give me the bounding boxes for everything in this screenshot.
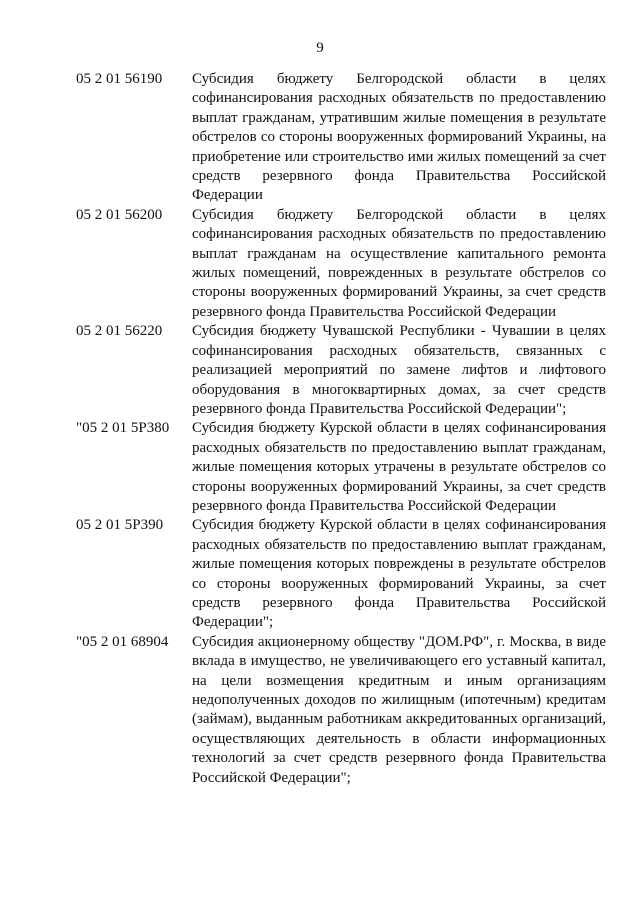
budget-classification-code: "05 2 01 5Р380 xyxy=(76,420,170,437)
list-item xyxy=(76,322,606,419)
subsidy-description: Субсидия бюджету Белгородской области в целях софинансирования расходных обязательств по предоставлению выплат гражданам, утратившим жилые помещения в результате обстрелов со стороны вооруженных формирований Украины, на приобретение или строительство ими жилых помещений за счет средств резервного фонда Правительства Российской Федерации xyxy=(192,71,606,204)
budget-classification-code: "05 2 01 68904 xyxy=(76,633,169,650)
budget-classification-code: 05 2 01 56200 xyxy=(76,206,163,223)
list-item xyxy=(76,419,606,516)
budget-code-list xyxy=(76,70,606,788)
list-item xyxy=(76,633,606,788)
list-item xyxy=(76,516,606,632)
budget-classification-code: 05 2 01 56190 xyxy=(76,71,163,87)
budget-classification-code: 05 2 01 56220 xyxy=(76,323,163,340)
subsidy-description: Субсидия бюджету Чувашской Республики - Чувашии в целях софинансирования расходных обязательств, связанных с реализацией мероприятий по замене лифтов и лифтового оборудования в многоквартирных домах, за счет средств резервного фонда Правительства Российской Федерации"; xyxy=(192,323,606,417)
budget-classification-code: 05 2 01 5Р390 xyxy=(76,517,164,534)
list-item xyxy=(76,206,606,322)
subsidy-description: Субсидия бюджету Курской области в целях софинансирования расходных обязательств по предоставлению выплат гражданам, жилые помещения которых повреждены в результате обстрелов со стороны вооруженных формирований Украины, за счет средств резервного фонда Правительства Российской Федерации"; xyxy=(192,517,606,631)
subsidy-description: Субсидия бюджету Курской области в целях софинансирования расходных обязательств по предоставлению выплат гражданам, жилые помещения которых утрачены в результате обстрелов со стороны вооруженных формирований Украины, за счет средств резервного фонда Правительства Российской Федерации xyxy=(192,420,606,514)
list-item xyxy=(76,70,606,206)
page-number: 9 xyxy=(316,40,324,56)
subsidy-description: Субсидия акционерному обществу "ДОМ.РФ", г. Москва, в виде вклада в имущество, не увеличивающего его уставный капитал, на цели возмещения кредитным и иным организациям недополученных доходов по жилищным (ипотечным) кредитам (займам), выданным работникам аккредитованных организаций, осуществляющих деятельность в области информационных технологий за счет средств резервного фонда Правительства Российской Федерации"; xyxy=(192,633,606,786)
subsidy-description: Субсидия бюджету Белгородской области в целях софинансирования расходных обязательств по предоставлению выплат гражданам на осуществление капитального ремонта жилых помещений, поврежденных в результате обстрелов со стороны вооруженных формирований Украины, за счет средств резервного фонда Правительства Российской Федерации xyxy=(192,206,606,320)
